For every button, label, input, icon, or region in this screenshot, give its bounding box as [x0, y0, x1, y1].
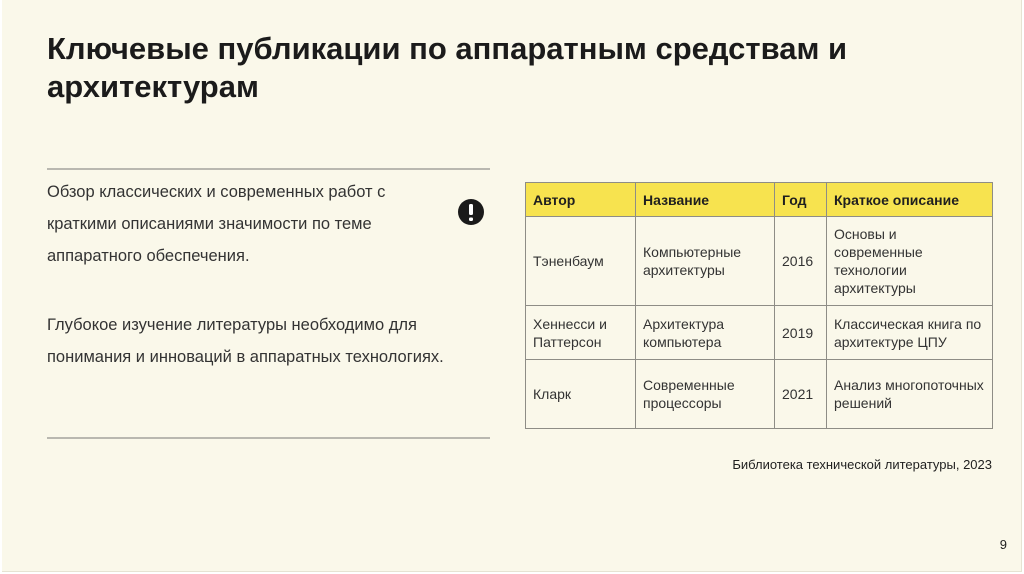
cell-author: Кларк — [526, 360, 636, 429]
header-author: Автор — [526, 183, 636, 217]
cell-description: Классическая книга по архитектуре ЦПУ — [827, 306, 993, 360]
header-year: Год — [775, 183, 827, 217]
exclamation-circle-icon — [457, 198, 485, 226]
table-header-row — [526, 183, 993, 217]
cell-year: 2016 — [775, 217, 827, 306]
source-caption: Библиотека технической литературы, 2023 — [732, 457, 992, 472]
intro-paragraph: Обзор классических и современных работ с краткими описаниями значимости по теме аппаратного обеспечения. — [47, 183, 386, 265]
cell-author: Хеннесси и Паттерсон — [526, 306, 636, 360]
page-number: 9 — [999, 537, 1007, 552]
header-title: Название — [636, 183, 775, 217]
cell-title: Компьютерные архитектуры — [636, 217, 775, 306]
publications-table — [525, 182, 993, 429]
cell-title: Современные процессоры — [636, 360, 775, 429]
divider-bottom — [47, 437, 490, 439]
conclusion-paragraph: Глубокое изучение литературы необходимо для понимания и инноваций в аппаратных технологиях. — [47, 316, 444, 366]
header-description: Краткое описание — [827, 183, 993, 217]
slide — [2, 0, 1022, 572]
cell-description: Основы и современные технологии архитектуры — [827, 217, 993, 306]
cell-year: 2019 — [775, 306, 827, 360]
cell-author: Тэненбаум — [526, 217, 636, 306]
cell-year: 2021 — [775, 360, 827, 429]
slide-title: Ключевые публикации по аппаратным средствам и архитектурам — [47, 31, 848, 104]
table-row — [526, 306, 993, 360]
table-row — [526, 360, 993, 429]
cell-title: Архитектура компьютера — [636, 306, 775, 360]
table-row — [526, 217, 993, 306]
divider-top — [47, 168, 490, 170]
cell-description: Анализ многопоточных решений — [827, 360, 993, 429]
